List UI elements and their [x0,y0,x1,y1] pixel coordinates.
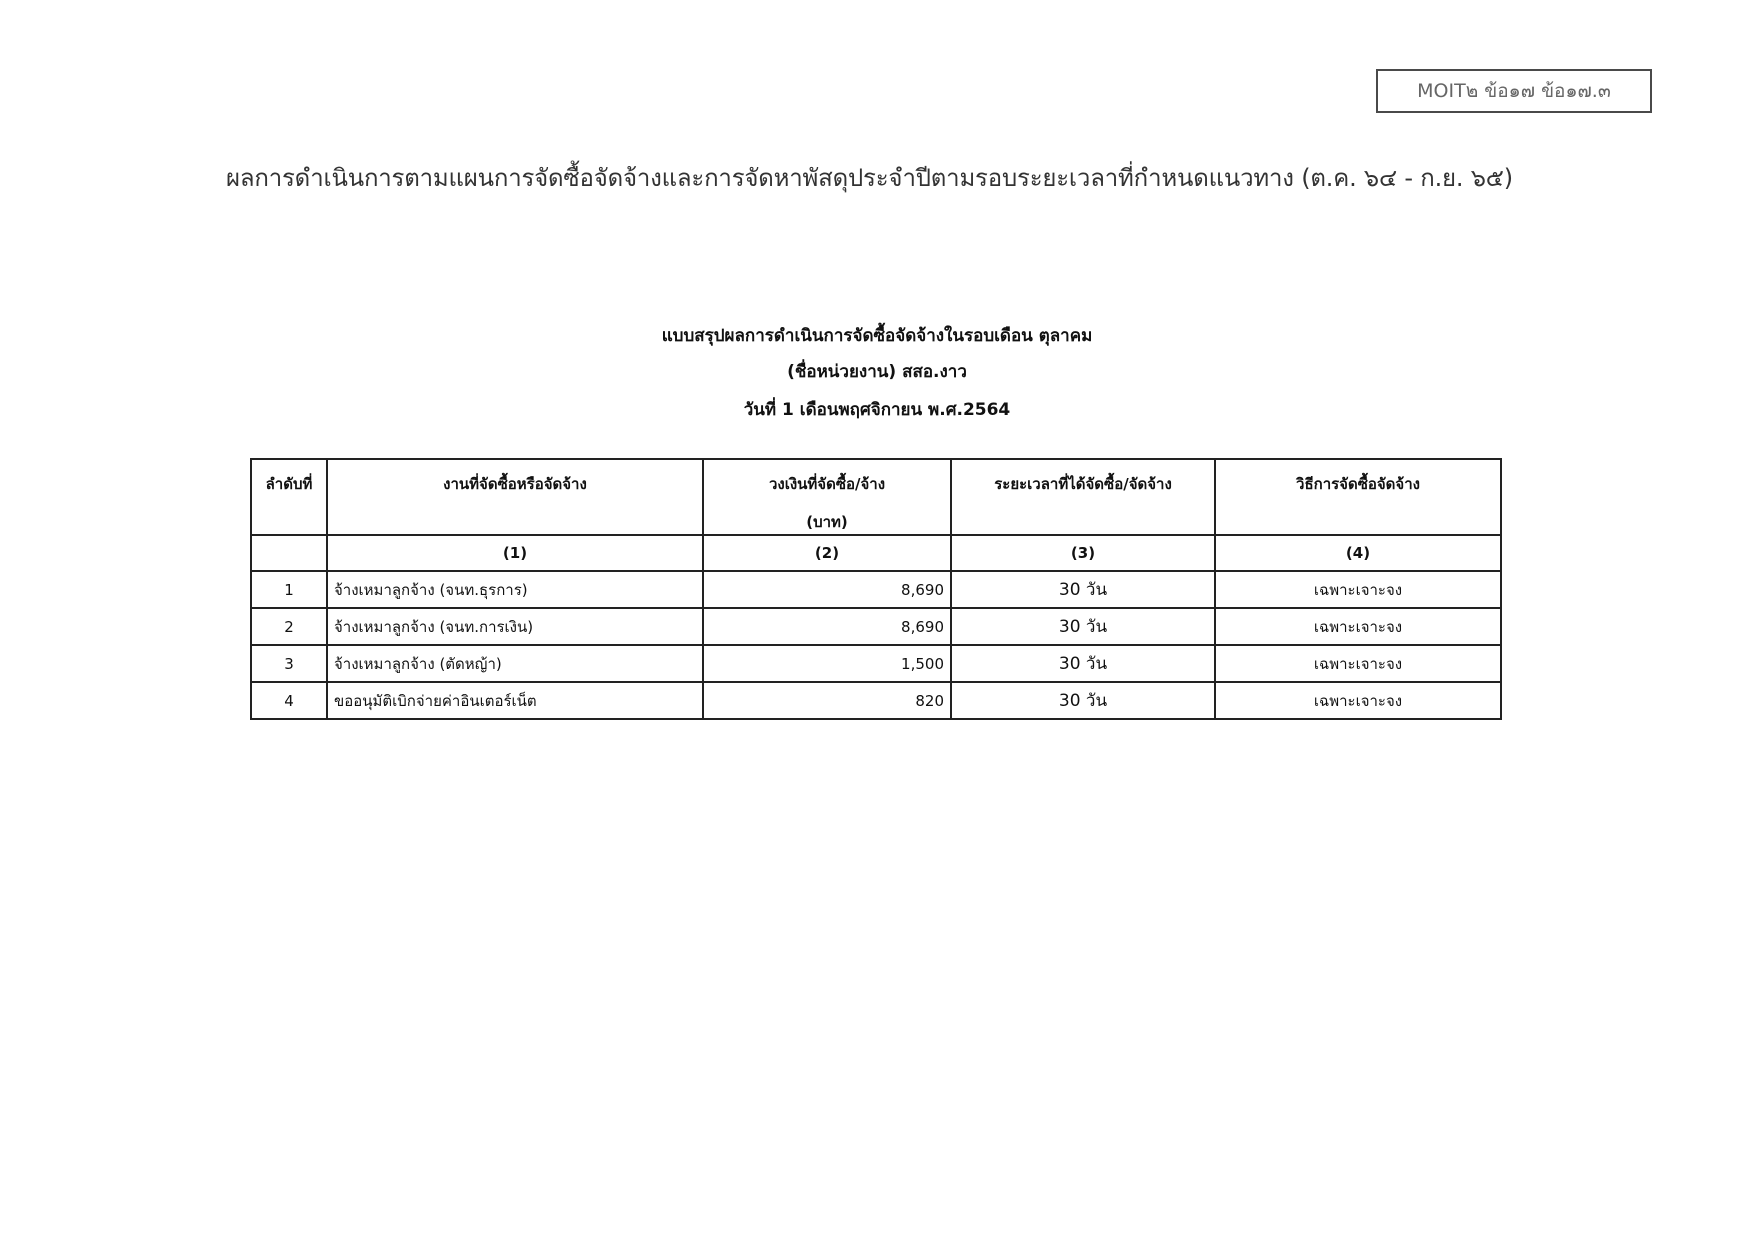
row-method: เฉพาะเจาะจง [1215,645,1501,682]
procurement-table [250,458,1502,720]
row-budget: 820 [703,682,951,719]
row-period: 30 วัน [951,571,1215,608]
header-budget-label: วงเงินที่จัดซื้อ/จ้าง [768,475,886,493]
row-task: จ้างเหมาลูกจ้าง (ตัดหญ้า) [327,645,703,682]
row-budget: 8,690 [703,571,951,608]
table-row [251,645,1501,682]
table-header-row [251,459,1501,535]
report-date: วันที่ 1 เดือนพฤศจิกายน พ.ศ.2564 [743,400,1011,420]
header-period: ระยะเวลาที่ได้จัดซื้อ/จัดจ้าง [951,459,1215,535]
row-period: 30 วัน [951,645,1215,682]
column-index-row [251,535,1501,571]
header-no: ลำดับที่ [251,459,327,535]
summary-title: แบบสรุปผลการดำเนินการจัดซื้อจัดจ้างในรอบเดือน ตุลาคม [661,326,1093,346]
table-row [251,571,1501,608]
row-method: เฉพาะเจาะจง [1215,571,1501,608]
column-index-cell: (3) [951,535,1215,571]
column-index-cell: (1) [327,535,703,571]
document-code-box: MOIT๒ ข้อ๑๗ ข้อ๑๗.๓ [1376,69,1652,113]
row-task: จ้างเหมาลูกจ้าง (จนท.การเงิน) [327,608,703,645]
agency-name: (ชื่อหน่วยงาน) สสอ.งาว [787,362,967,382]
header-method: วิธีการจัดซื้อจัดจ้าง [1215,459,1501,535]
header-budget-unit: (บาท) [806,513,848,531]
header-budget [703,459,951,535]
row-period: 30 วัน [951,608,1215,645]
row-number: 3 [251,645,327,682]
column-index-cell: (2) [703,535,951,571]
row-period: 30 วัน [951,682,1215,719]
row-number: 4 [251,682,327,719]
row-number: 2 [251,608,327,645]
row-task: จ้างเหมาลูกจ้าง (จนท.ธุรการ) [327,571,703,608]
table-row [251,682,1501,719]
row-method: เฉพาะเจาะจง [1215,682,1501,719]
row-number: 1 [251,571,327,608]
row-budget: 8,690 [703,608,951,645]
column-index-cell [251,535,327,571]
column-index-cell: (4) [1215,535,1501,571]
header-task: งานที่จัดซื้อหรือจัดจ้าง [327,459,703,535]
row-task: ขออนุมัติเบิกจ่ายค่าอินเตอร์เน็ต [327,682,703,719]
row-budget: 1,500 [703,645,951,682]
row-method: เฉพาะเจาะจง [1215,608,1501,645]
table-row [251,608,1501,645]
document-title: ผลการดำเนินการตามแผนการจัดซื้อจัดจ้างและการจัดหาพัสดุประจำปีตามรอบระยะเวลาที่กำหนดแนวทาง (ต.ค. ๖๔ - ก.ย. ๖๕) [226,164,1513,192]
